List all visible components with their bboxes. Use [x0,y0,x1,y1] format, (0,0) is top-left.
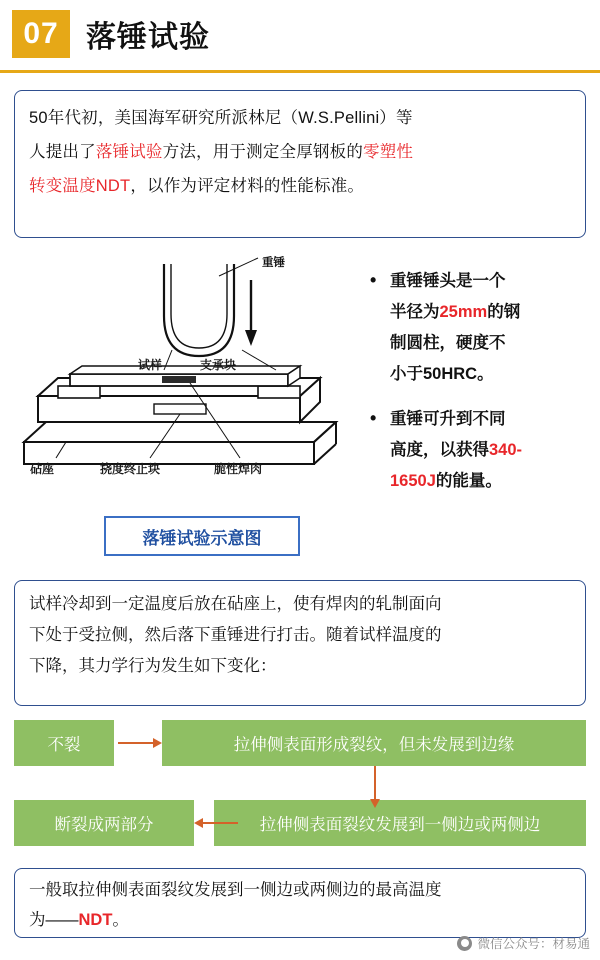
bullet2-line3b: 的能量。 [435,472,502,490]
figure-label-hammer: 重锤 [262,257,285,269]
flow-box-fracture-two-parts: 断裂成两部分 [14,800,194,846]
bullet2-line1: 重锤可升到不同 [390,410,506,428]
conclusion-line1: 一般取拉伸侧表面裂纹发展到一侧边或两侧边的最高温度 [29,881,442,899]
flow-arrow-3 [202,822,238,824]
intro-line2-part1: 人提出了 [29,143,96,161]
flow-box-no-crack: 不裂 [14,720,114,766]
procedure-text-box [14,580,586,706]
bullet-item-hammer-energy [368,404,590,497]
header-divider [0,70,600,73]
page-title: 落锤试验 [86,21,210,54]
intro-line1: 50年代初，美国海军研究所派林尼（W.S.Pellini）等 [29,109,413,127]
procedure-line1: 试样冷却到一定温度后放在砧座上，使有焊肉的轧制面向 [29,595,442,613]
flow-diagram [14,716,586,862]
bullet1-line3: 制圆柱，硬度不 [390,334,506,352]
conclusion-paragraph [29,875,571,935]
figure-label-support-block: 支承块 [200,358,237,372]
bullet2-line2a: 高度，以获得 [390,441,489,459]
flow-arrow-2 [374,766,376,800]
flow-box-crack-to-edge: 拉伸侧表面裂纹发展到一侧边或两侧边 [214,800,586,846]
bullet1-line4: 小于50HRC。 [390,365,494,383]
section-number-badge: 07 [12,10,70,58]
intro-line2-part2: 方法，用于测定全厚钢板的 [162,143,364,161]
figure-caption-text: 落锤试验示意图 [142,528,262,548]
bullet1-line2a: 半径为 [390,303,440,321]
page-header [0,0,600,74]
intro-highlight-droptest: 落锤试验 [95,143,163,161]
conclusion-ndt-highlight: NDT [78,911,113,929]
bullet2-energy-value-1: 340- [489,441,523,459]
watermark-text: 微信公众号：材易通 [477,937,590,951]
bullet2-energy-value-2: 1650J [390,472,436,490]
procedure-line3: 下降，其力学行为发生如下变化： [29,657,277,675]
conclusion-box [14,868,586,938]
flow-box-surface-crack: 拉伸侧表面形成裂纹，但未发展到边缘 [162,720,586,766]
figure-label-specimen: 试样 [138,358,163,372]
bullet1-radius-value: 25mm [439,303,488,321]
bullet-item-hammer-head [368,266,590,390]
bullet1-line2b: 的钢 [487,303,521,321]
figure-label-anvil: 砧座 [30,462,55,476]
bullet-list [368,266,590,511]
wechat-icon [457,936,472,951]
figure-label-brittle-weld: 脆性焊肉 [214,462,263,476]
figure-caption-box [104,516,300,556]
intro-highlight-ndt: 转变温度NDT [29,177,131,195]
intro-highlight-zeroplastic: 零塑性 [363,143,414,161]
flow-arrow-1 [118,742,154,744]
conclusion-line2b: 。 [112,911,129,929]
intro-line3-part2: ，以作为评定材料的性能标准。 [130,177,365,195]
intro-text-box [14,90,586,238]
watermark [457,934,590,952]
intro-paragraph [29,101,571,203]
bullet1-line1: 重锤锤头是一个 [390,272,506,290]
figure-drawing [14,246,354,516]
conclusion-line2a: 为—— [29,911,79,929]
drop-weight-figure [14,246,354,566]
procedure-paragraph [29,589,571,682]
procedure-line2: 下处于受拉侧，然后落下重锤进行打击。随着试样温度的 [29,626,442,644]
figure-label-deflection-stop: 挠度终止块 [100,462,161,476]
